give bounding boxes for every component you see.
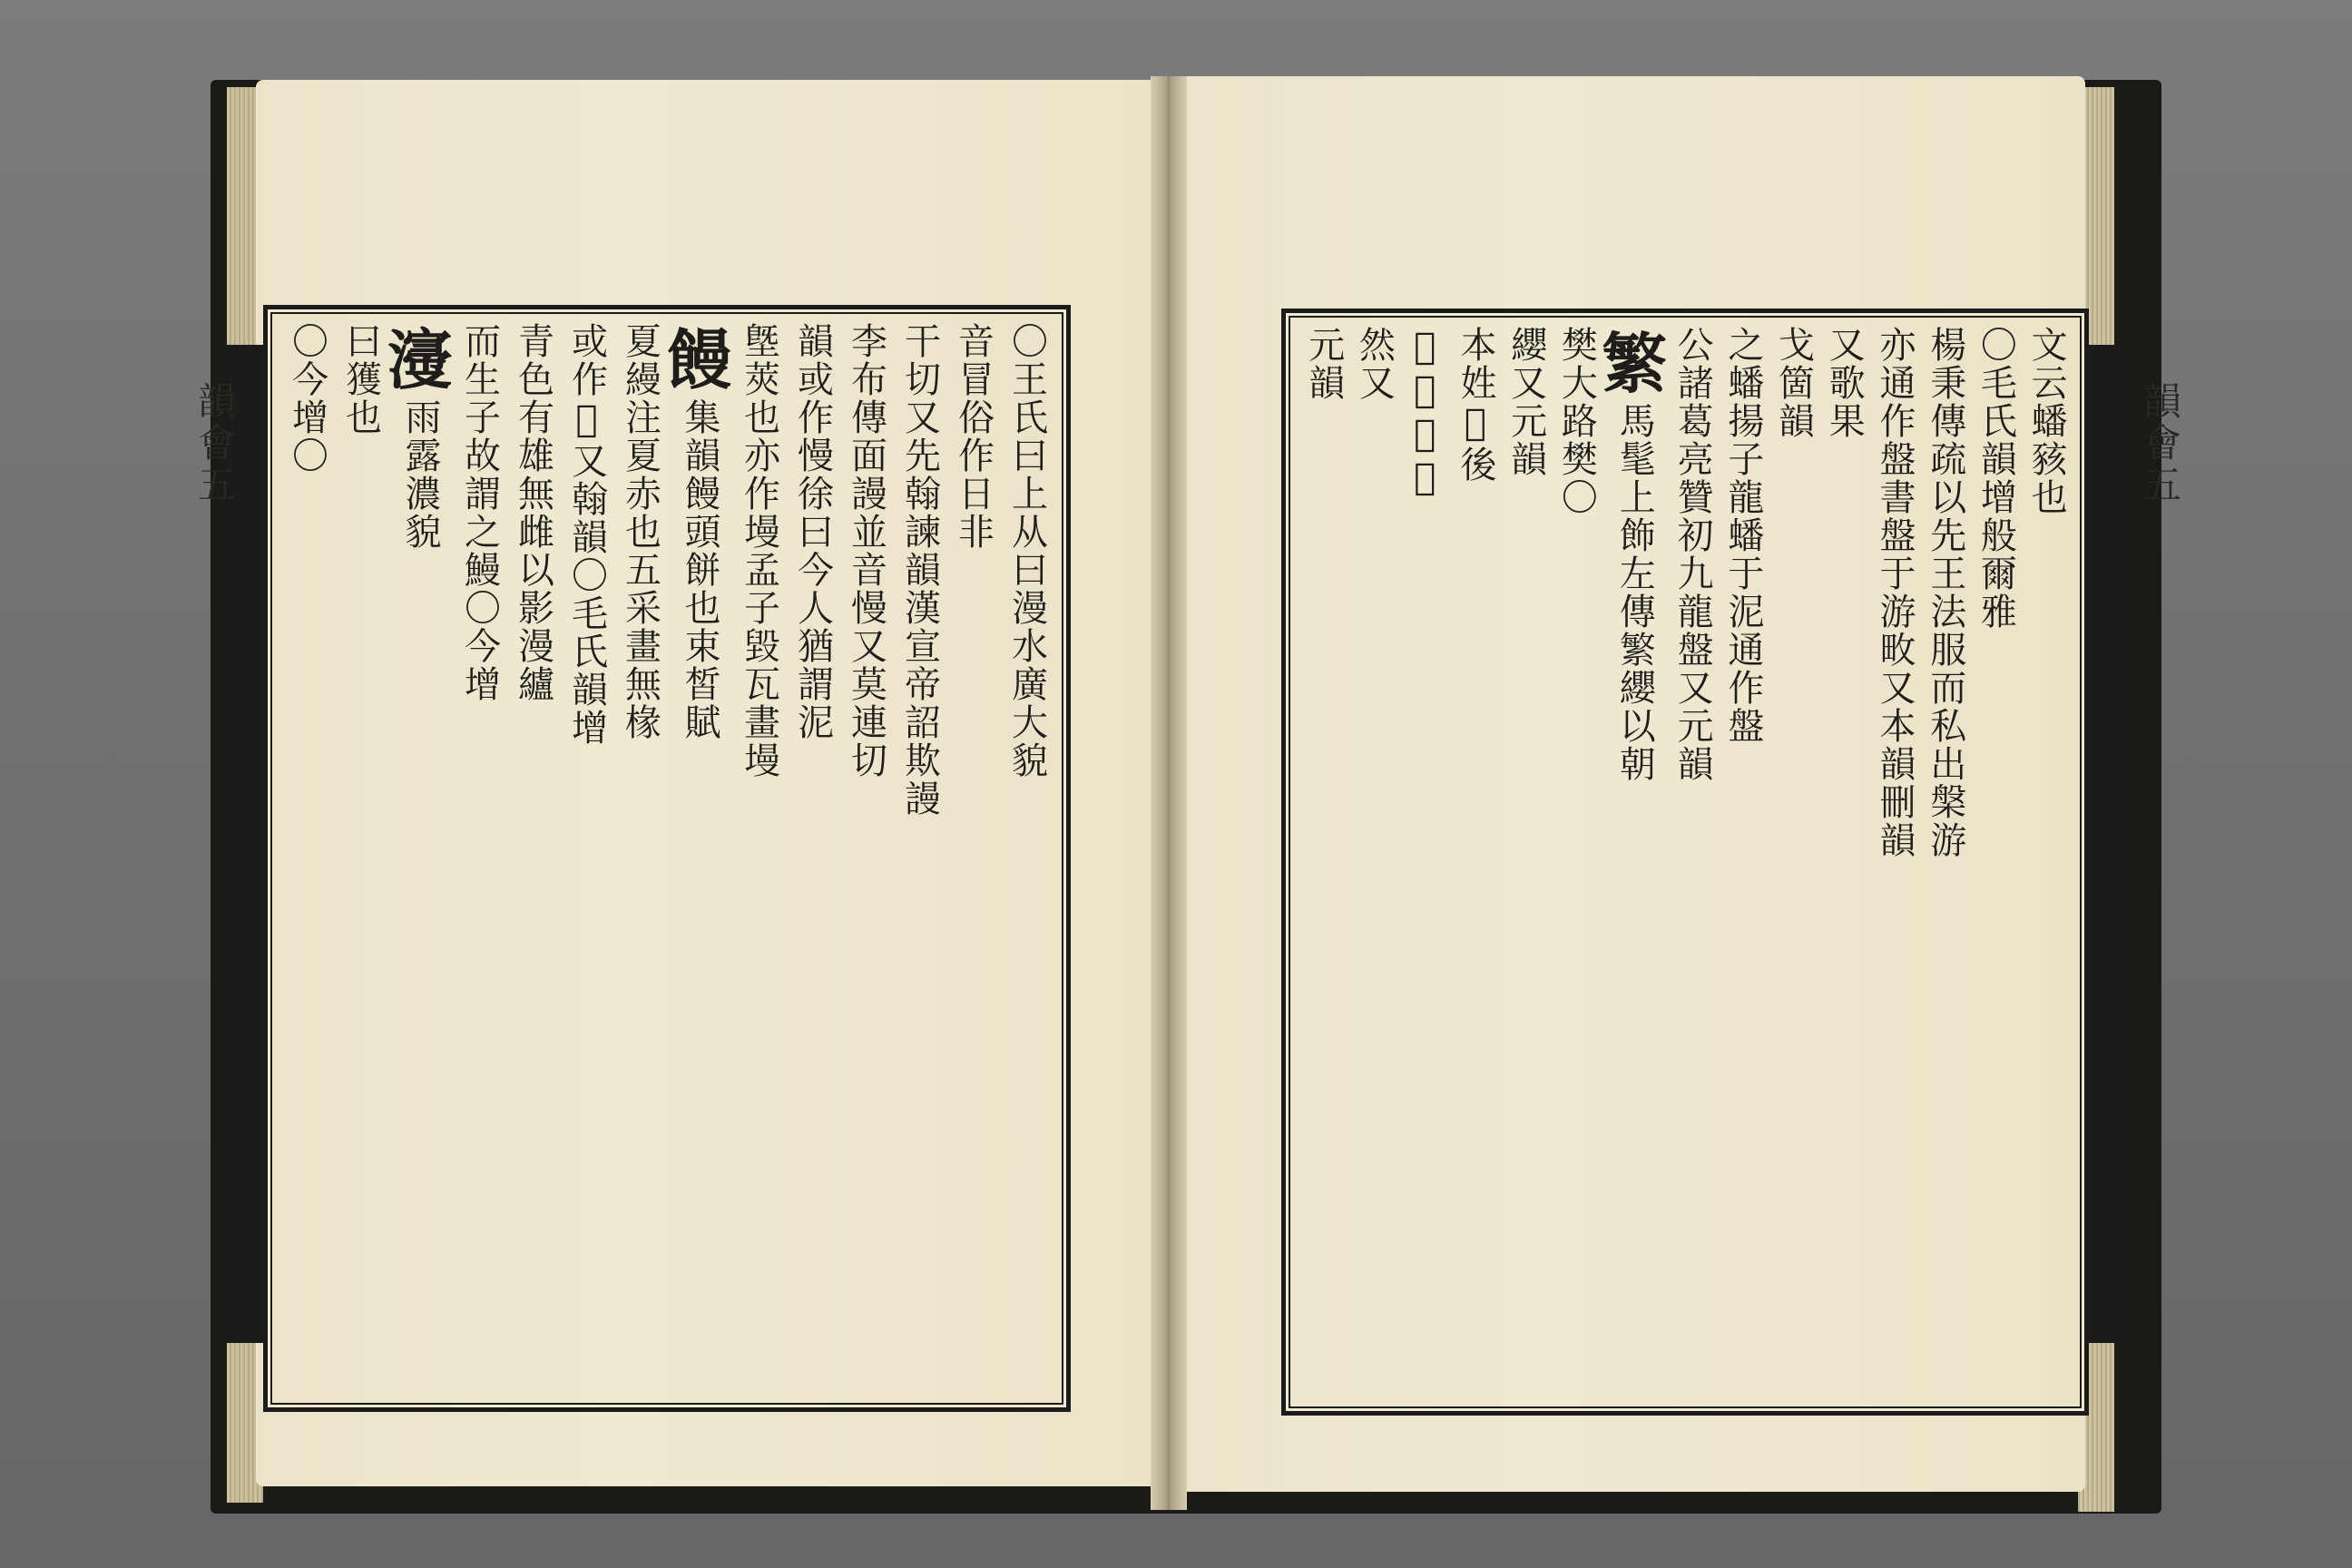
right-edge-tab xyxy=(2083,345,2125,1343)
annotation-text: 雨露濃貌 xyxy=(398,398,441,551)
text-column xyxy=(946,322,1000,1395)
text-column xyxy=(732,322,786,1395)
text-column xyxy=(1399,326,1450,1398)
annotation-text: 韻或作慢徐曰今人猶謂泥 xyxy=(791,322,834,741)
annotation-text: 元韻 xyxy=(1302,326,1345,402)
text-column xyxy=(839,322,893,1395)
annotation-text: 亦通作盤書盤于游畋又本韻刪韻 xyxy=(1873,326,1916,859)
annotation-text: 纓又元韻 xyxy=(1504,326,1547,478)
annotation-text: 集韻饅頭餅也束皙賦 xyxy=(678,398,720,741)
text-column xyxy=(560,322,613,1395)
annotation-text: 公諸葛亮贊初九龍盤又元韻 xyxy=(1671,326,1714,783)
headword: 饅 xyxy=(666,321,732,398)
annotation-text: 樊大路樊〇 xyxy=(1555,326,1598,516)
text-column xyxy=(334,322,387,1395)
text-column xyxy=(453,322,506,1395)
annotation-text: 曰獲也 xyxy=(339,322,382,436)
right-text-frame xyxy=(1281,309,2089,1416)
left-columns xyxy=(280,322,1054,1395)
annotation-text: 𢿝為瞞氏 xyxy=(1404,326,1446,500)
annotation-text: 或作𦋺又翰韻〇毛氏韻增 xyxy=(565,322,608,747)
text-column xyxy=(1501,326,1552,1398)
text-column xyxy=(1349,326,1400,1398)
annotation-text: 戈箇韻 xyxy=(1772,326,1815,440)
headword: 繁 xyxy=(1602,325,1668,402)
annotation-text: 墍莢也亦作墁孟子毀瓦畫墁 xyxy=(738,322,780,779)
text-column xyxy=(613,322,667,1395)
annotation-text: 〇毛氏韻增般爾雅 xyxy=(1975,326,2017,631)
annotation-text: 干切又先翰諫韻漢宣帝詔欺謾 xyxy=(898,322,941,818)
right-columns xyxy=(1298,326,2072,1398)
annotation-text: 之蟠揚子龍蟠于泥通作盤 xyxy=(1721,326,1764,745)
annotation-text: 然又 xyxy=(1353,326,1396,402)
annotation-text: 文云蟠豥也 xyxy=(2025,326,2068,516)
text-column xyxy=(1552,326,1602,1398)
left-side-label: 韻會五 xyxy=(192,381,237,506)
left-text-frame xyxy=(263,305,1071,1412)
text-column xyxy=(1602,326,1667,1398)
annotation-text: 馬髦上飾左傳繁纓以朝 xyxy=(1613,402,1656,783)
text-column xyxy=(1920,326,1971,1398)
text-column xyxy=(786,322,839,1395)
annotation-text: 夏縵注夏赤也五采畫無椽 xyxy=(619,322,662,741)
text-column xyxy=(1869,326,1920,1398)
text-column xyxy=(506,322,560,1395)
text-column xyxy=(1298,326,1349,1398)
annotation-text: 而生子故謂之鰻〇今增 xyxy=(458,322,501,703)
annotation-text: 音冒俗作日非 xyxy=(952,322,995,551)
text-column xyxy=(1718,326,1769,1398)
annotation-text: 楊秉傳疏以先王法服而私出槃游 xyxy=(1924,326,1966,859)
text-column xyxy=(667,322,732,1395)
text-column xyxy=(1000,322,1054,1395)
text-column xyxy=(1450,326,1501,1398)
annotation-text: 又歌果 xyxy=(1823,326,1866,440)
annotation-text: 本姓𩒨後 xyxy=(1454,326,1496,484)
text-column xyxy=(1971,326,2022,1398)
text-column xyxy=(1769,326,1819,1398)
book-gutter xyxy=(1151,76,1187,1510)
text-column xyxy=(1667,326,1718,1398)
annotation-text: 〇今增〇 xyxy=(286,322,328,475)
text-column xyxy=(280,322,334,1395)
text-column xyxy=(1818,326,1869,1398)
annotation-text: 〇王氏曰上从曰漫水廣大貌 xyxy=(1005,322,1048,779)
text-column xyxy=(387,322,453,1395)
right-side-label: 韻會五 xyxy=(2138,381,2182,506)
text-column xyxy=(2021,326,2072,1398)
annotation-text: 青色有雄無雌以影漫纑 xyxy=(512,322,554,703)
annotation-text: 李布傳面謾並音慢又莫連切 xyxy=(845,322,887,779)
headword: 濅 xyxy=(387,321,453,398)
text-column xyxy=(893,322,946,1395)
